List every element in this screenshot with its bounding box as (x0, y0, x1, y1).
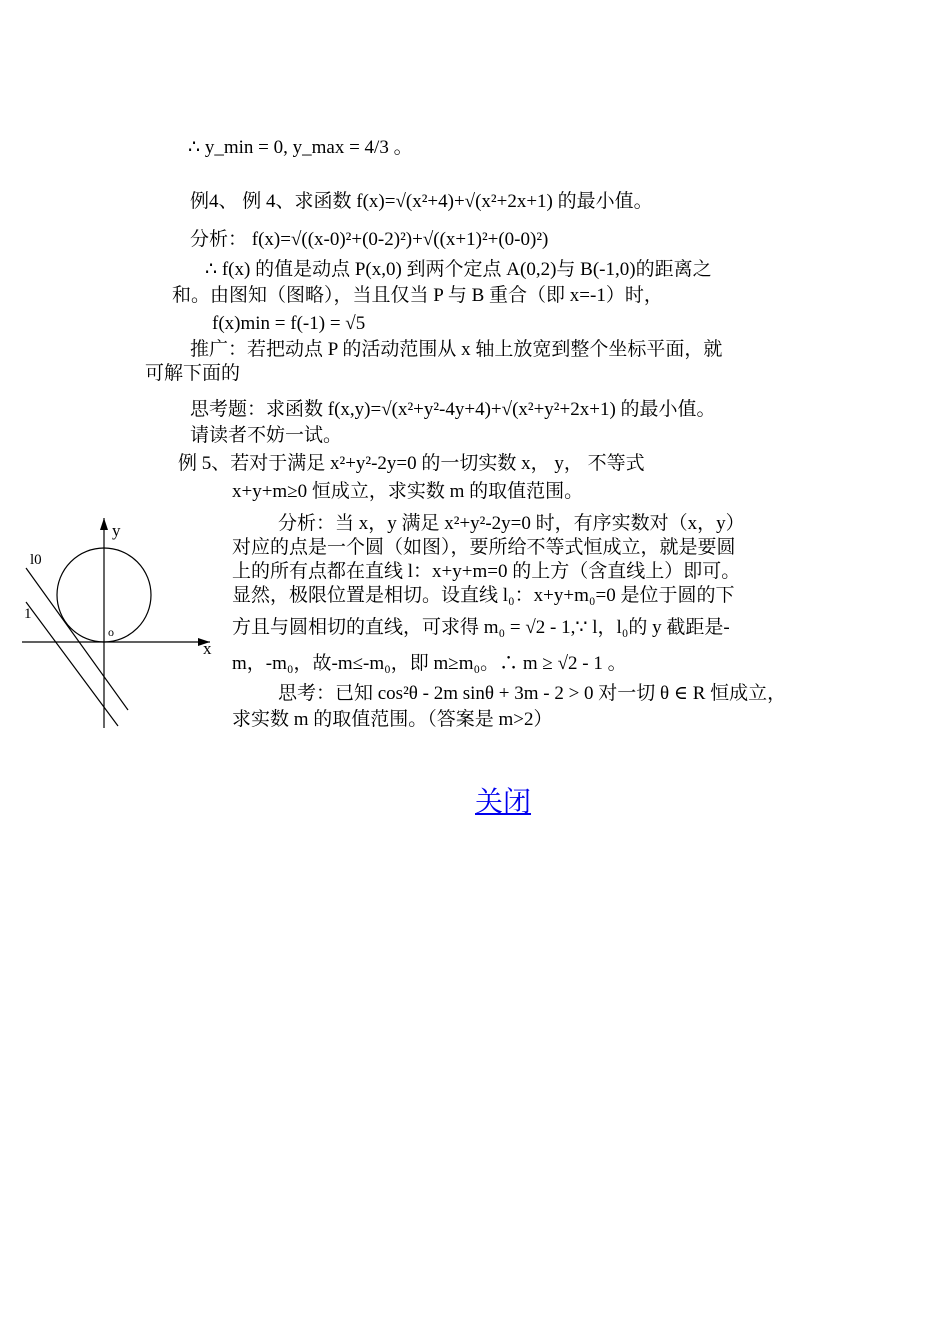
text-line-20: 求实数 m 的取值范围。（答案是 m>2） (232, 709, 553, 730)
text-line-1: ∴ y_min = 0, y_max = 4/3 。 (188, 137, 413, 158)
text-line-14: 对应的点是一个圆（如图），要所给不等式恒成立，就是要圆 (232, 537, 736, 558)
text-line-18: m，-m₀，故-m≤-m₀，即 m≥m₀。∴ m ≥ √2 - 1 。 (232, 653, 627, 674)
origin-label: o (108, 625, 114, 639)
tangent-line-l0 (26, 568, 128, 710)
text-line-10: 请读者不妨一试。 (190, 425, 343, 446)
close-link[interactable]: 关闭 (475, 785, 532, 818)
text-line-11: 例 5、若对于满足 x²+y²-2y=0 的一切实数 x， y， 不等式 (178, 453, 645, 474)
circle-tangent-figure (22, 518, 222, 730)
text-line-5: 和。由图知（图略），当且仅当 P 与 B 重合（即 x=-1）时， (172, 285, 663, 306)
text-line-4: ∴ f(x) 的值是动点 P(x,0) 到两个定点 A(0,2)与 B(-1,0)的距离之 (205, 259, 712, 280)
text-line-15: 上的所有点都在直线 l：x+y+m=0 的上方（含直线上）即可。 (232, 561, 741, 582)
l-label: 1 (24, 606, 32, 622)
text-line-8: 可解下面的 (145, 363, 241, 384)
text-line-13: 分析：当 x，y 满足 x²+y²-2y=0 时，有序实数对（x，y） (278, 513, 745, 534)
y-axis-arrow (100, 518, 108, 530)
text-line-6: f(x)min = f(-1) = √5 (212, 313, 366, 334)
text-line-16: 显然，极限位置是相切。设直线 l₀：x+y+m₀=0 是位于圆的下 (232, 585, 735, 606)
text-line-9: 思考题：求函数 f(x,y)=√(x²+y²-4y+4)+√(x²+y²+2x+1) 的最小值。 (190, 399, 716, 420)
text-line-17: 方且与圆相切的直线，可求得 m₀ = √2 - 1,∵ l，l₀的 y 截距是- (232, 617, 730, 638)
text-line-12: x+y+m≥0 恒成立，求实数 m 的取值范围。 (232, 481, 584, 502)
text-line-2: 例4、 例 4、求函数 f(x)=√(x²+4)+√(x²+2x+1) 的最小值。 (190, 191, 653, 212)
l0-label: l0 (30, 552, 42, 568)
text-line-7: 推广：若把动点 P 的活动范围从 x 轴上放宽到整个坐标平面，就 (190, 339, 723, 360)
x-label: x (203, 639, 212, 658)
text-line-19: 思考：已知 cos²θ - 2m sinθ + 3m - 2 > 0 对一切 θ ∈ R 恒成立， (278, 683, 787, 704)
y-label: y (112, 521, 121, 540)
text-line-3: 分析： f(x)=√((x-0)²+(0-2)²)+√((x+1)²+(0-0)²) (190, 229, 549, 250)
